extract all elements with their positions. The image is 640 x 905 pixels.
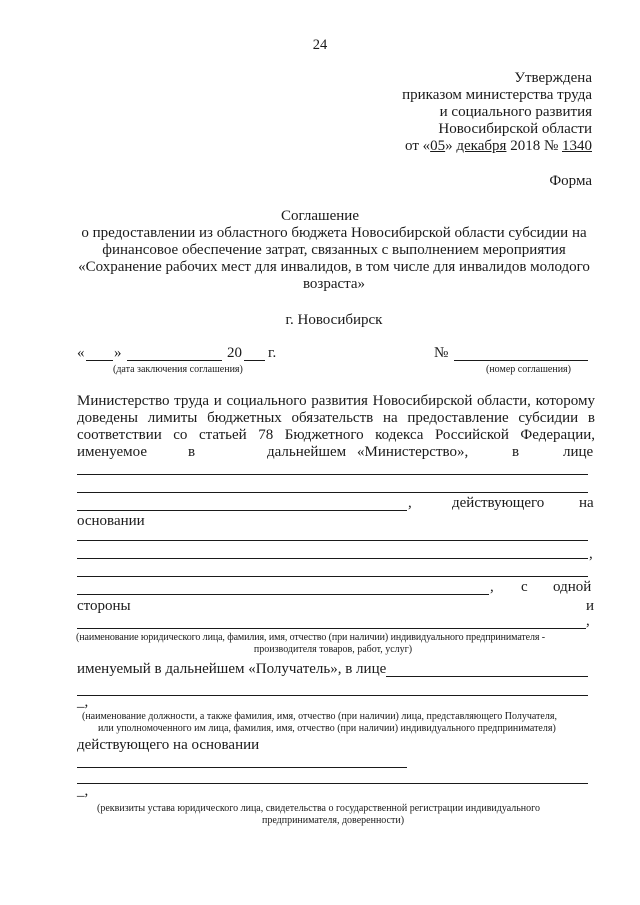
number-blank <box>454 360 588 361</box>
basis-blank-1 <box>77 540 588 541</box>
para1-word-5: в <box>512 444 520 460</box>
para1-word-3: дальнейшем <box>267 444 347 460</box>
acting-word-2: на <box>579 495 594 511</box>
approval-month: декабря <box>456 138 507 154</box>
named-recipient: именуемый в дальнейшем «Получатель», в лице <box>77 661 387 677</box>
para1-line-3: соответствии со статьей 78 Бюджетного кодекса Российской Федерации, <box>77 427 595 443</box>
title-line-5: возраста» <box>302 276 366 292</box>
approval-date <box>405 138 592 155</box>
title-line-2: о предоставлении из областного бюджета Новосибирской области субсидии на <box>81 225 587 241</box>
approval-line-3: и социального развития <box>439 104 592 120</box>
side-word: стороны <box>77 598 131 614</box>
number-label: № <box>434 345 449 361</box>
date-year-blank <box>244 360 265 361</box>
caption-docs-1: (реквизиты устава юридического лица, свидетельства о государственной регистрации индивидуального <box>97 803 541 814</box>
para1-word-6: лице <box>563 444 594 460</box>
date-year-prefix: 20 <box>227 345 242 361</box>
form-label: Форма <box>549 173 592 189</box>
date-close-quote: » <box>114 345 122 361</box>
caption-position-1: (наименование должности, а также фамилия, имя, отчество (при наличии) лица, представляющего Получателя, <box>82 711 557 722</box>
basis-blank-4 <box>77 594 489 595</box>
approval-date-prefix: от « <box>405 138 431 154</box>
caption-recipient-2: производителя товаров, работ, услуг) <box>253 644 413 655</box>
acting-basis: действующего на основании <box>77 737 260 753</box>
acting-word-1: действующего <box>452 495 545 511</box>
number-caption: (номер соглашения) <box>486 364 571 375</box>
caption-docs-2: предпринимателя, доверенности) <box>261 815 405 826</box>
comma-1: , <box>408 495 412 511</box>
comma-3: , <box>490 579 494 595</box>
approval-line-1: Утверждена <box>514 70 592 86</box>
representative-blank-1 <box>77 474 588 475</box>
para1-line-1: Министерство труда и социального развития Новосибирской области, которому <box>77 393 595 409</box>
and-word: и <box>586 598 595 614</box>
approval-number: 1340 <box>562 138 592 154</box>
title-line-4: «Сохранение рабочих мест для инвалидов, в том числе для инвалидов молодого <box>78 259 590 275</box>
representative-blank-3 <box>77 510 407 511</box>
recipient-blank <box>77 628 586 629</box>
para1-line-2: доведены лимиты бюджетных обязательств на предоставление субсидии в <box>77 410 595 426</box>
date-year-suffix: г. <box>268 345 277 361</box>
approval-line-4: Новосибирской области <box>438 121 592 137</box>
basis-word: основании <box>77 513 145 529</box>
one-side-word-1: с <box>521 579 528 595</box>
caption-position-2: или уполномоченного им лица, фамилия, имя, отчество (при наличии) индивидуального предпринимателя) <box>98 723 556 734</box>
title-line-3: финансовое обеспечение затрат, связанных с выполнением мероприятия <box>102 242 566 258</box>
comma-4: , <box>586 613 590 629</box>
docs-blank-2 <box>77 783 588 784</box>
approval-date-mid: » <box>445 138 457 154</box>
approval-line-2: приказом министерства труда <box>402 87 592 103</box>
date-day-blank <box>86 360 113 361</box>
basis-blank-2 <box>77 558 588 559</box>
para1-word-2: в <box>188 444 196 460</box>
date-month-blank <box>127 360 222 361</box>
date-open-quote: « <box>77 345 85 361</box>
recipient-person-blank-2 <box>77 695 588 696</box>
dash-comma-2: _, <box>77 783 89 799</box>
para1-word-4: «Министерство», <box>357 444 469 460</box>
comma-2: , <box>589 546 593 562</box>
representative-blank-2 <box>77 492 588 493</box>
approval-year: 2018 № <box>506 138 562 154</box>
city: г. Новосибирск <box>285 312 383 328</box>
title-line-1: Соглашение <box>281 208 359 224</box>
basis-blank-3 <box>77 576 588 577</box>
date-caption: (дата заключения соглашения) <box>113 364 243 375</box>
dash-comma-1: _, <box>77 694 89 710</box>
para1-word-1: именуемое <box>77 444 147 460</box>
docs-blank-1 <box>77 767 407 768</box>
page-number: 24 <box>312 37 328 53</box>
approval-day: 05 <box>430 138 446 154</box>
caption-recipient-1: (наименование юридического лица, фамилия, имя, отчество (при наличии) индивидуального предпринимателя - <box>76 632 546 643</box>
one-side-word-2: одной <box>553 579 592 595</box>
recipient-person-blank-1 <box>386 676 588 677</box>
